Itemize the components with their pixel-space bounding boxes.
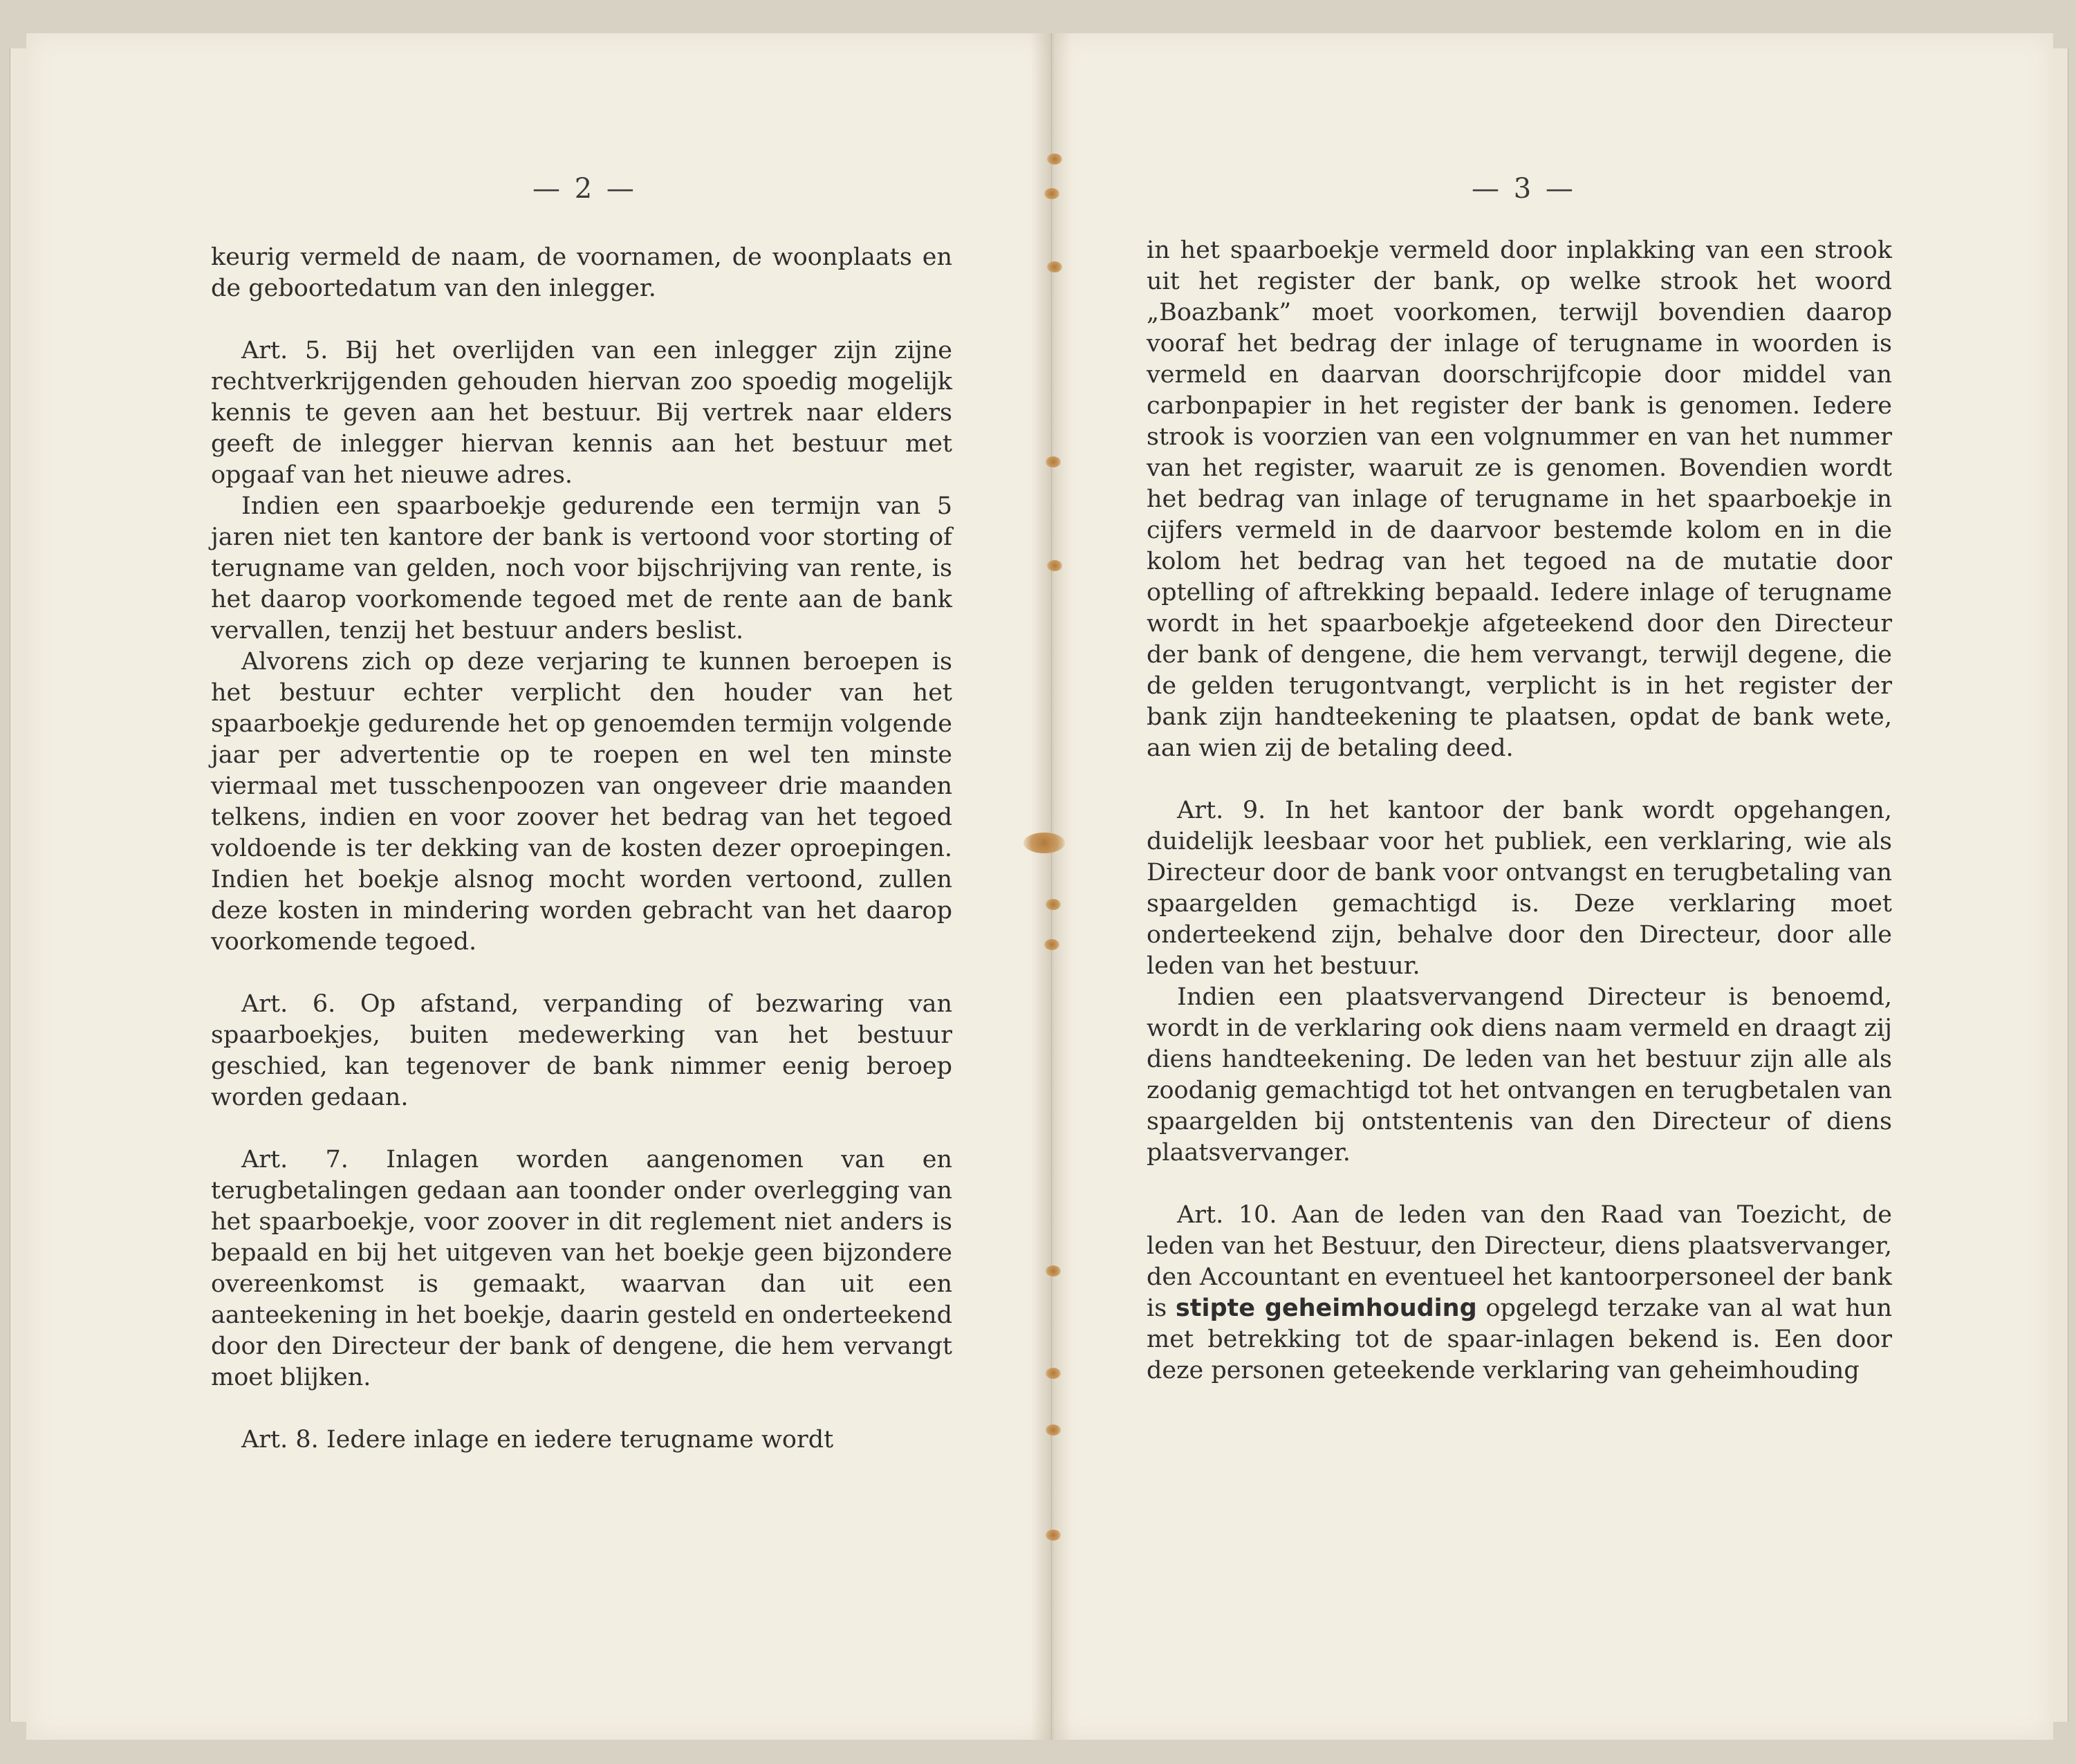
- paragraph: Indien een spaarboekje gedurende een termijn van 5 jaren niet ten kantore der bank is vertoond voor storting of terugname van gelden, noch voor bijschrijving van rente, is het daarop voorkomende tegoed met de rente aan de bank vervallen, tenzij het bestuur anders beslist.: [211, 492, 952, 644]
- stitch-hole: [1046, 1265, 1061, 1276]
- stitch-hole: [1046, 899, 1061, 910]
- left-page-edge: [10, 48, 27, 1722]
- left-page-text: [211, 242, 952, 1456]
- stitch-hole: [1046, 1530, 1061, 1541]
- right-page-text: [1147, 235, 1892, 1386]
- art-10-text-before: Art. 10. Aan de leden van den Raad van Toezicht, de leden van het Bestuur, den Directeur, diens plaatsvervanger, den Accountant en eventueel het kantoorpersoneel der bank is: [1147, 1201, 1892, 1322]
- stitch-hole: [1046, 1424, 1061, 1436]
- stipte-geheimhouding-emphasis: stipte geheimhouding: [1175, 1294, 1477, 1322]
- stitch-hole: [1044, 188, 1059, 199]
- stitch-hole: [1047, 261, 1062, 272]
- left-page-number: — 2 —: [532, 173, 637, 205]
- stitch-hole: [1023, 833, 1065, 853]
- paragraph: keurig vermeld de naam, de voornamen, de woonplaats en de geboortedatum van den inlegger.: [211, 243, 952, 302]
- paragraph-art-9: Art. 9. In het kantoor der bank wordt opgehangen, duidelijk leesbaar voor het publiek, een verklaring, wie als Directeur door de bank voor ontvangst en terugbetaling van spaargelden gemachtigd is. Deze verklaring moet onderteekend zijn, behalve door den Directeur, door alle leden van het bestuur.: [1147, 797, 1892, 980]
- paragraph-art-5: Art. 5. Bij het overlijden van een inlegger zijn zijne rechtverkrijgenden gehouden hiervan zoo spoedig mogelijk kennis te geven aan het bestuur. Bij vertrek naar elders geeft de inlegger hiervan kennis aan het bestuur met opgaaf van het nieuwe adres.: [211, 337, 952, 489]
- stitch-hole: [1047, 560, 1062, 571]
- binding-gutter: [1030, 33, 1072, 1740]
- paragraph-art-8: Art. 8. Iedere inlage en iedere terugname wordt: [241, 1426, 834, 1454]
- right-page-number: — 3 —: [1472, 173, 1576, 205]
- stitch-hole: [1046, 1368, 1061, 1379]
- stitch-hole: [1046, 456, 1061, 467]
- stitch-hole: [1047, 154, 1062, 165]
- paragraph: Indien een plaatsvervangend Directeur is benoemd, wordt in de verklaring ook diens naam vermeld en draagt zij diens handteekening. De leden van het bestuur zijn alle als zoodanig gemachtigd tot het ontvangen en terugbetalen van spaargelden bij ontstentenis van den Directeur of diens plaatsvervanger.: [1147, 983, 1892, 1167]
- paragraph: Alvorens zich op deze verjaring te kunnen beroepen is het bestuur echter verplicht den houder van het spaarboekje gedurende het op genoemden termijn volgende jaar per advertentie op te roepen en wel ten minste viermaal met tusschenpoozen van ongeveer drie maanden telkens, indien en voor zoover het bedrag van het tegoed voldoende is ter dekking van de kosten dezer oproepingen. Indien het boekje alsnog mocht worden vertoond, zullen deze kosten in mindering worden gebracht van het daarop voorkomende tegoed.: [211, 648, 952, 956]
- paragraph-art-6: Art. 6. Op afstand, verpanding of bezwaring van spaarboekjes, buiten medewerking van het bestuur geschied, kan tegenover de bank nimmer eenig beroep worden gedaan.: [211, 990, 952, 1111]
- paragraph: in het spaarboekje vermeld door inplakking van een strook uit het register der bank, op welke strook het woord „Boazbank” moet voorkomen, terwijl bovendien daarop vooraf het bedrag der inlage of terugname in woorden is vermeld en daarvan doorschrijfcopie door middel van carbonpapier in het register der bank is genomen. Iedere strook is voorzien van een volgnummer en van het nummer van het register, waaruit ze is genomen. Bovendien wordt het bedrag van inlage of terugname in het spaarboekje in cijfers vermeld in de daarvoor bestemde kolom en in die kolom het bedrag van het tegoed na de mutatie door optelling of aftrekking bepaald. Iedere inlage of terugname wordt in het spaarboekje afgeteekend door den Directeur der bank of dengene, die hem vervangt, terwijl degene, die de gelden terugontvangt, verplicht is in het register der bank zijn handteekening te plaatsen, opdat de bank wete, aan wien zij de betaling deed.: [1147, 236, 1892, 762]
- paragraph-art-10: [1147, 1200, 1892, 1386]
- art-10-text-after: opgelegd terzake van al wat hun met betrekking tot de spaar-inlagen bekend is. Een door deze personen geteekende verklaring van geheimhouding: [1147, 1294, 1892, 1384]
- paragraph-art-7: Art. 7. Inlagen worden aangenomen van en terugbetalingen gedaan aan toonder onder overlegging van het spaarboekje, voor zoover in dit reglement niet anders is bepaald en bij het uitgeven van het boekje geen bijzondere overeenkomst is gemaakt, waarvan dan uit een aanteekening in het boekje, daarin gesteld en onderteekend door den Directeur der bank of dengene, die hem vervangt moet blijken.: [211, 1146, 952, 1391]
- right-page-edge: [2052, 48, 2068, 1722]
- stitch-hole: [1044, 939, 1059, 950]
